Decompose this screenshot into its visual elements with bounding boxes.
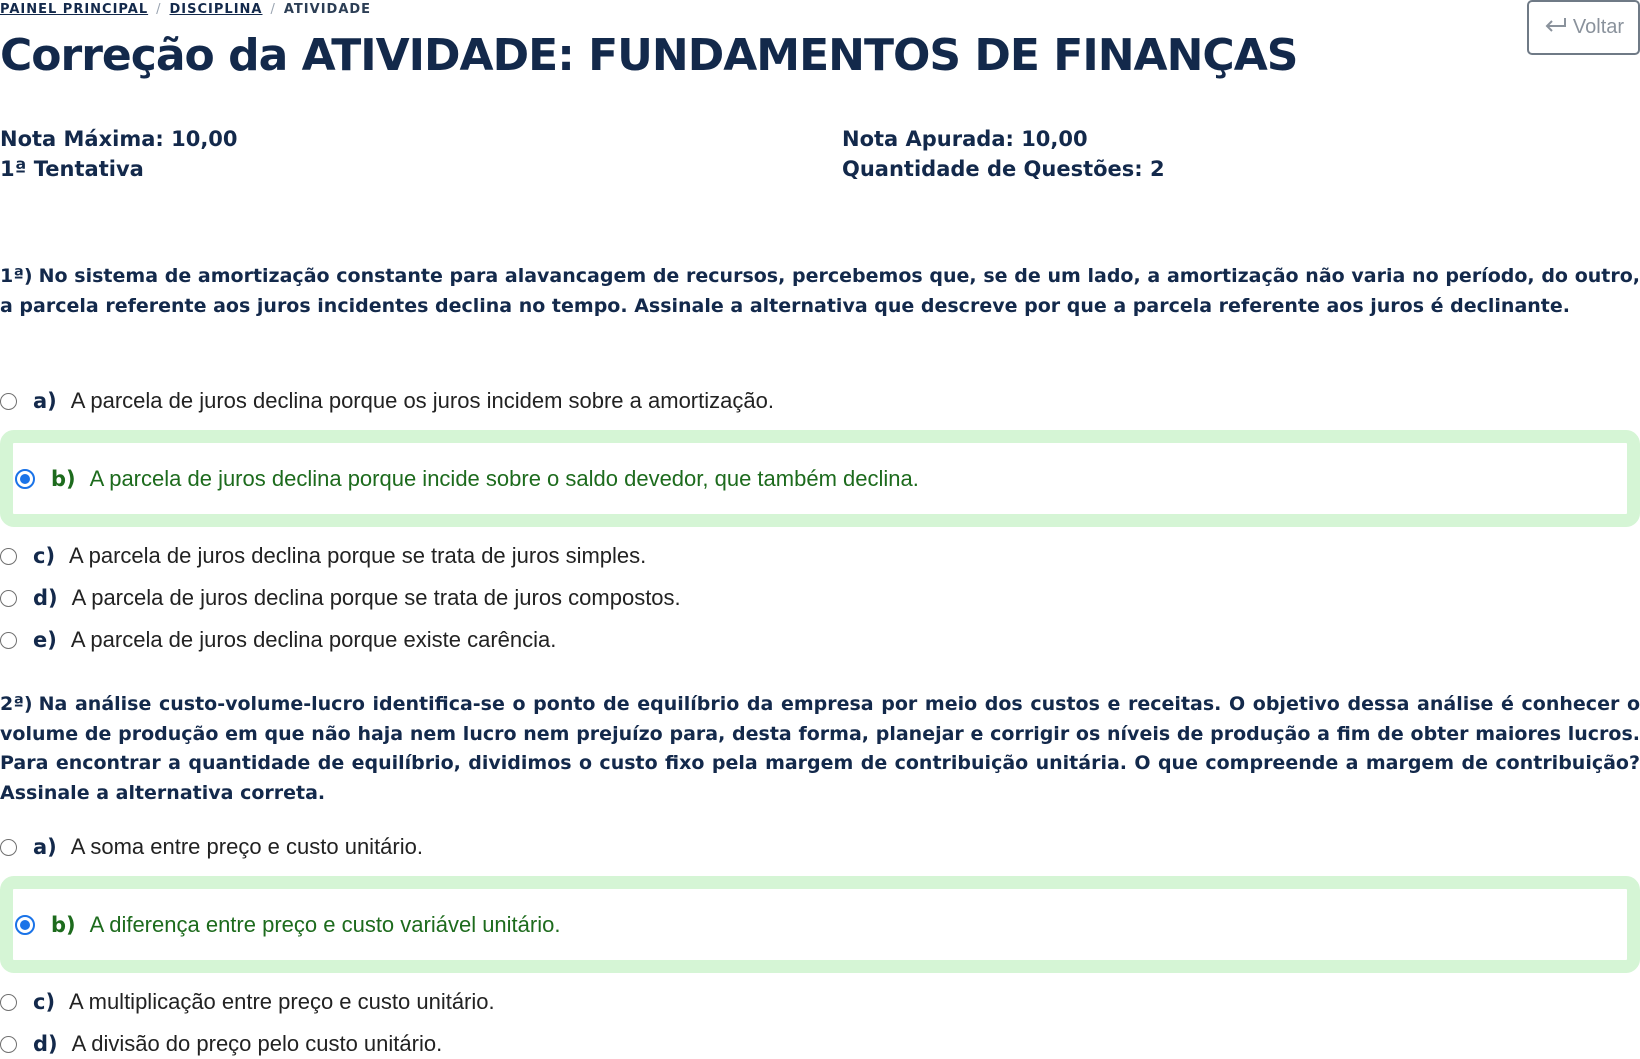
option-text: A parcela de juros declina porque se trata de juros compostos. [71, 585, 681, 610]
radio-button[interactable] [0, 548, 17, 565]
back-button-label: Voltar [1572, 16, 1625, 38]
q1-option-c[interactable] [0, 541, 646, 571]
breadcrumb [0, 0, 371, 18]
breadcrumb-link-painel-principal[interactable]: PAINEL PRINCIPAL [0, 1, 149, 17]
breadcrumb-separator: / [156, 1, 162, 17]
option-text: A diferença entre preço e custo variável unitário. [89, 911, 561, 937]
radio-button[interactable] [0, 632, 17, 649]
q1-option-e[interactable] [0, 625, 556, 655]
question-statement: Na análise custo-volume-lucro identifica-se o ponto de equilíbrio da empresa por meio dos custos e receitas. O objetivo dessa análise é conhecer o volume de produção em que não haja nem lucro nem prejuízo para, desta forma, planejar e corrigir os níveis de produção a fim de obter maiores lucros. Para encontrar a quantidade de equilíbrio, dividimos o custo fixo pela margem de contribuição unitária. O que compreende a margem de contribuição? Assinale a alternativa correta. [0, 693, 1640, 804]
return-arrow-icon [1543, 16, 1567, 40]
q2-option-b-correct[interactable] [0, 876, 1640, 973]
option-text: A parcela de juros declina porque existe carência. [70, 627, 557, 652]
option-letter: c) [33, 990, 56, 1014]
q2-option-d[interactable] [0, 1029, 442, 1059]
question-count: Quantidade de Questões: 2 [842, 157, 1165, 181]
option-letter: d) [33, 586, 58, 610]
option-text: A multiplicação entre preço e custo unitário. [69, 989, 495, 1014]
breadcrumb-link-disciplina[interactable]: DISCIPLINA [169, 1, 263, 17]
question-number: 2ª) [0, 693, 33, 715]
question-number: 1ª) [0, 265, 33, 287]
option-text: A parcela de juros declina porque incide sobre o saldo devedor, que também declina. [89, 465, 919, 491]
option-letter: b) [51, 466, 76, 491]
max-grade: Nota Máxima: 10,00 [0, 127, 238, 151]
radio-button[interactable] [0, 994, 17, 1011]
option-letter: b) [51, 912, 76, 937]
question-2-text [0, 690, 1640, 808]
radio-button-selected[interactable] [15, 469, 35, 489]
option-letter: c) [33, 544, 56, 568]
option-letter: a) [33, 389, 57, 413]
radio-button[interactable] [0, 839, 17, 856]
breadcrumb-separator: / [270, 1, 276, 17]
q1-option-d[interactable] [0, 583, 681, 613]
summary-right [842, 124, 1165, 184]
option-text: A soma entre preço e custo unitário. [70, 834, 423, 859]
radio-button[interactable] [0, 393, 17, 410]
question-statement: No sistema de amortização constante para alavancagem de recursos, percebemos que, se de um lado, a amortização não varia no período, do outro, a parcela referente aos juros incidentes declina no tempo. Assinale a alternativa que descreve por que a parcela referente aos juros é declinante. [0, 265, 1640, 317]
breadcrumb-current: ATIVIDADE [283, 1, 372, 17]
q1-option-a[interactable] [0, 386, 774, 416]
option-text: A divisão do preço pelo custo unitário. [71, 1031, 443, 1056]
option-letter: a) [33, 835, 57, 859]
question-1-text [0, 262, 1640, 321]
radio-button[interactable] [0, 1036, 17, 1053]
option-text: A parcela de juros declina porque se trata de juros simples. [69, 543, 647, 568]
option-letter: e) [33, 628, 57, 652]
q2-option-a[interactable] [0, 832, 423, 862]
obtained-grade: Nota Apurada: 10,00 [842, 127, 1088, 151]
option-letter: d) [33, 1032, 58, 1056]
q1-option-b-correct[interactable] [0, 430, 1640, 527]
back-button[interactable] [1527, 0, 1640, 55]
summary-left [0, 124, 238, 184]
option-text: A parcela de juros declina porque os juros incidem sobre a amortização. [70, 388, 774, 413]
radio-button[interactable] [0, 590, 17, 607]
attempt-number: 1ª Tentativa [0, 157, 144, 181]
radio-button-selected[interactable] [15, 915, 35, 935]
page-title: Correção da ATIVIDADE: FUNDAMENTOS DE FINANÇAS [0, 30, 1298, 81]
q2-option-c[interactable] [0, 987, 495, 1017]
